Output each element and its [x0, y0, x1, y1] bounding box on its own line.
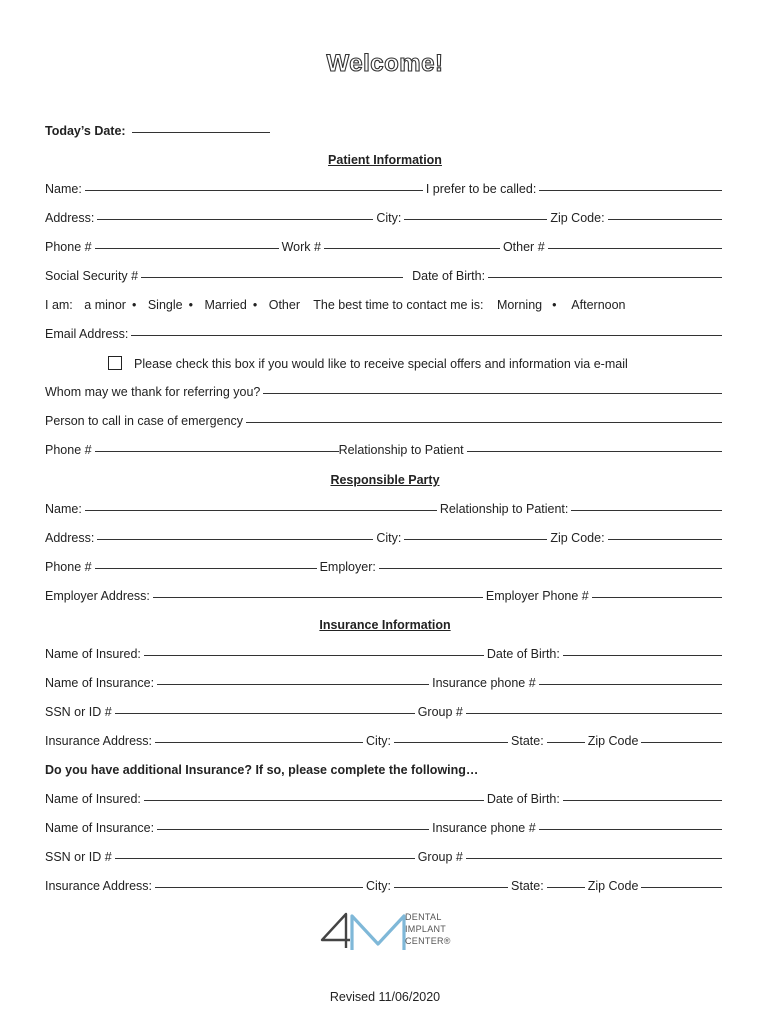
- patient-work-label: Work #: [281, 240, 321, 254]
- responsible-phone-row: [45, 560, 725, 574]
- bullet-icon: •: [252, 298, 258, 312]
- patient-name-label: Name:: [45, 182, 82, 196]
- responsible-address-row: [45, 531, 725, 545]
- bullet-icon: •: [188, 298, 193, 312]
- patient-address-label: Address:: [45, 211, 95, 225]
- email-optin-checkbox[interactable]: [108, 356, 122, 370]
- option-minor[interactable]: a minor: [84, 298, 126, 312]
- employer-phone-field[interactable]: [592, 596, 722, 598]
- employer-field[interactable]: [379, 567, 722, 569]
- employer-address-field[interactable]: [153, 596, 483, 598]
- additional-ssn-id-field[interactable]: [115, 857, 415, 859]
- emergency-phone-field[interactable]: [95, 450, 339, 452]
- additional-insured-dob-label: Date of Birth:: [486, 792, 560, 806]
- option-other[interactable]: Other: [268, 298, 300, 312]
- responsible-relationship-field[interactable]: [571, 509, 722, 511]
- insurance-name-row: [45, 676, 725, 690]
- revision-date: Revised 11/06/2020: [329, 990, 441, 1004]
- patient-name-field[interactable]: [85, 189, 423, 191]
- option-married[interactable]: Married: [204, 298, 247, 312]
- patient-dob-label: Date of Birth:: [412, 269, 486, 283]
- referral-field[interactable]: [263, 392, 722, 394]
- additional-insurance-address-label: Insurance Address:: [45, 879, 153, 893]
- emergency-phone-row: [45, 443, 725, 457]
- insurance-name-field[interactable]: [157, 683, 429, 685]
- insurance-name-label: Name of Insurance:: [45, 676, 155, 690]
- responsible-name-row: [45, 502, 725, 516]
- patient-ssn-label: Social Security #: [45, 269, 139, 283]
- additional-insurance-zip-label: Zip Code: [587, 879, 639, 893]
- additional-insured-name-label: Name of Insured:: [45, 792, 141, 806]
- emergency-phone-label: Phone #: [45, 443, 92, 457]
- patient-city-label: City:: [376, 211, 402, 225]
- responsible-address-field[interactable]: [97, 538, 373, 540]
- insurance-city-field[interactable]: [394, 741, 508, 743]
- ssn-group-row: [45, 705, 725, 719]
- group-field[interactable]: [466, 712, 722, 714]
- email-field[interactable]: [131, 334, 722, 336]
- patient-address-field[interactable]: [97, 218, 373, 220]
- referral-label: Whom may we thank for referring you?: [45, 385, 261, 399]
- option-afternoon[interactable]: Afternoon: [571, 298, 626, 312]
- patient-phone-row: [45, 240, 725, 254]
- preferred-name-field[interactable]: [539, 189, 722, 191]
- best-time-label: The best time to contact me is:: [313, 298, 484, 312]
- preferred-name-label: I prefer to be called:: [425, 182, 537, 196]
- email-optin-label: Please check this box if you would like to receive special offers and information via e-mail: [134, 357, 628, 371]
- additional-insurance-phone-field[interactable]: [539, 828, 722, 830]
- additional-insured-name-row: [45, 792, 725, 806]
- emergency-relationship-label: Relationship to Patient: [338, 443, 464, 457]
- emergency-contact-field[interactable]: [246, 421, 722, 423]
- additional-insurance-address-field[interactable]: [155, 886, 363, 888]
- insurance-zip-label: Zip Code: [587, 734, 639, 748]
- emergency-contact-label: Person to call in case of emergency: [45, 414, 244, 428]
- responsible-zip-field[interactable]: [608, 538, 722, 540]
- additional-group-label: Group #: [417, 850, 463, 864]
- responsible-name-field[interactable]: [85, 509, 437, 511]
- responsible-city-field[interactable]: [404, 538, 547, 540]
- insurance-zip-field[interactable]: [641, 741, 722, 743]
- email-label: Email Address:: [45, 327, 129, 341]
- additional-insurance-state-label: State:: [511, 879, 544, 893]
- responsible-address-label: Address:: [45, 531, 95, 545]
- email-optin-row: [108, 356, 728, 371]
- logo-line-center: CENTER®: [405, 936, 451, 946]
- employer-phone-label: Employer Phone #: [485, 589, 589, 603]
- patient-zip-field[interactable]: [608, 218, 722, 220]
- bullet-icon: •: [131, 298, 137, 312]
- patient-other-label: Other #: [502, 240, 545, 254]
- insurance-phone-label: Insurance phone #: [432, 676, 536, 690]
- bullet-icon: •: [552, 298, 557, 312]
- patient-other-field[interactable]: [548, 247, 722, 249]
- logo-line-implant: IMPLANT: [405, 924, 447, 934]
- patient-name-row: [45, 182, 725, 196]
- i-am-label: I am:: [45, 298, 73, 312]
- additional-insurance-name-row: [45, 821, 725, 835]
- additional-insurance-name-label: Name of Insurance:: [45, 821, 155, 835]
- insured-name-label: Name of Insured:: [45, 647, 141, 661]
- emergency-row: [45, 414, 725, 428]
- patient-work-field[interactable]: [324, 247, 500, 249]
- additional-insured-dob-field[interactable]: [563, 799, 722, 801]
- patient-status-row: [45, 298, 725, 312]
- additional-group-field[interactable]: [466, 857, 722, 859]
- todays-date-label: Today’s Date:: [45, 124, 126, 138]
- patient-phone-field[interactable]: [95, 247, 279, 249]
- option-morning[interactable]: Morning: [496, 298, 543, 312]
- ssn-id-field[interactable]: [115, 712, 415, 714]
- additional-insured-name-field[interactable]: [144, 799, 484, 801]
- insured-dob-field[interactable]: [563, 654, 722, 656]
- insured-name-row: [45, 647, 725, 661]
- page-title: Welcome!: [326, 50, 444, 77]
- employer-label: Employer:: [319, 560, 376, 574]
- ssn-id-label: SSN or ID #: [45, 705, 112, 719]
- insured-dob-label: Date of Birth:: [486, 647, 560, 661]
- patient-address-row: [45, 211, 725, 225]
- patient-city-field[interactable]: [404, 218, 547, 220]
- responsible-name-label: Name:: [45, 502, 82, 516]
- responsible-phone-field[interactable]: [95, 567, 317, 569]
- todays-date-row: [45, 124, 725, 138]
- patient-phone-label: Phone #: [45, 240, 92, 254]
- insurance-city-label: City:: [366, 734, 392, 748]
- section-responsible-party: Responsible Party: [330, 473, 440, 487]
- insurance-state-label: State:: [511, 734, 544, 748]
- group-label: Group #: [417, 705, 463, 719]
- logo-wordmark: [405, 911, 451, 947]
- responsible-phone-label: Phone #: [45, 560, 92, 574]
- logo-line-dental: DENTAL: [405, 912, 442, 922]
- emergency-relationship-field[interactable]: [467, 450, 722, 452]
- additional-insurance-city-label: City:: [366, 879, 392, 893]
- insurance-address-field[interactable]: [155, 741, 363, 743]
- referral-row: [45, 385, 725, 399]
- additional-insurance-address-row: [45, 879, 725, 893]
- patient-ssn-field[interactable]: [141, 276, 403, 278]
- insurance-address-row: [45, 734, 725, 748]
- responsible-city-label: City:: [376, 531, 402, 545]
- todays-date-field[interactable]: [132, 131, 270, 133]
- section-patient-information: Patient Information: [328, 153, 442, 167]
- additional-ssn-group-row: [45, 850, 725, 864]
- additional-insurance-city-field[interactable]: [394, 886, 508, 888]
- insurance-state-field[interactable]: [547, 741, 585, 743]
- section-insurance-information: Insurance Information: [319, 618, 451, 632]
- patient-email-row: [45, 327, 725, 341]
- patient-zip-label: Zip Code:: [550, 211, 605, 225]
- additional-insurance-question: Do you have additional Insurance? If so, please complete the following…: [45, 763, 479, 777]
- patient-dob-field[interactable]: [488, 276, 722, 278]
- option-single[interactable]: Single: [147, 298, 183, 312]
- additional-ssn-id-label: SSN or ID #: [45, 850, 112, 864]
- insured-name-field[interactable]: [144, 654, 484, 656]
- patient-ssn-row: [45, 269, 725, 283]
- additional-insurance-phone-label: Insurance phone #: [432, 821, 536, 835]
- responsible-zip-label: Zip Code:: [550, 531, 605, 545]
- insurance-phone-field[interactable]: [539, 683, 722, 685]
- employer-address-row: [45, 589, 725, 603]
- additional-insurance-zip-field[interactable]: [641, 886, 722, 888]
- additional-insurance-state-field[interactable]: [547, 886, 585, 888]
- insurance-address-label: Insurance Address:: [45, 734, 153, 748]
- employer-address-label: Employer Address:: [45, 589, 150, 603]
- additional-insurance-name-field[interactable]: [157, 828, 429, 830]
- responsible-relationship-label: Relationship to Patient:: [439, 502, 569, 516]
